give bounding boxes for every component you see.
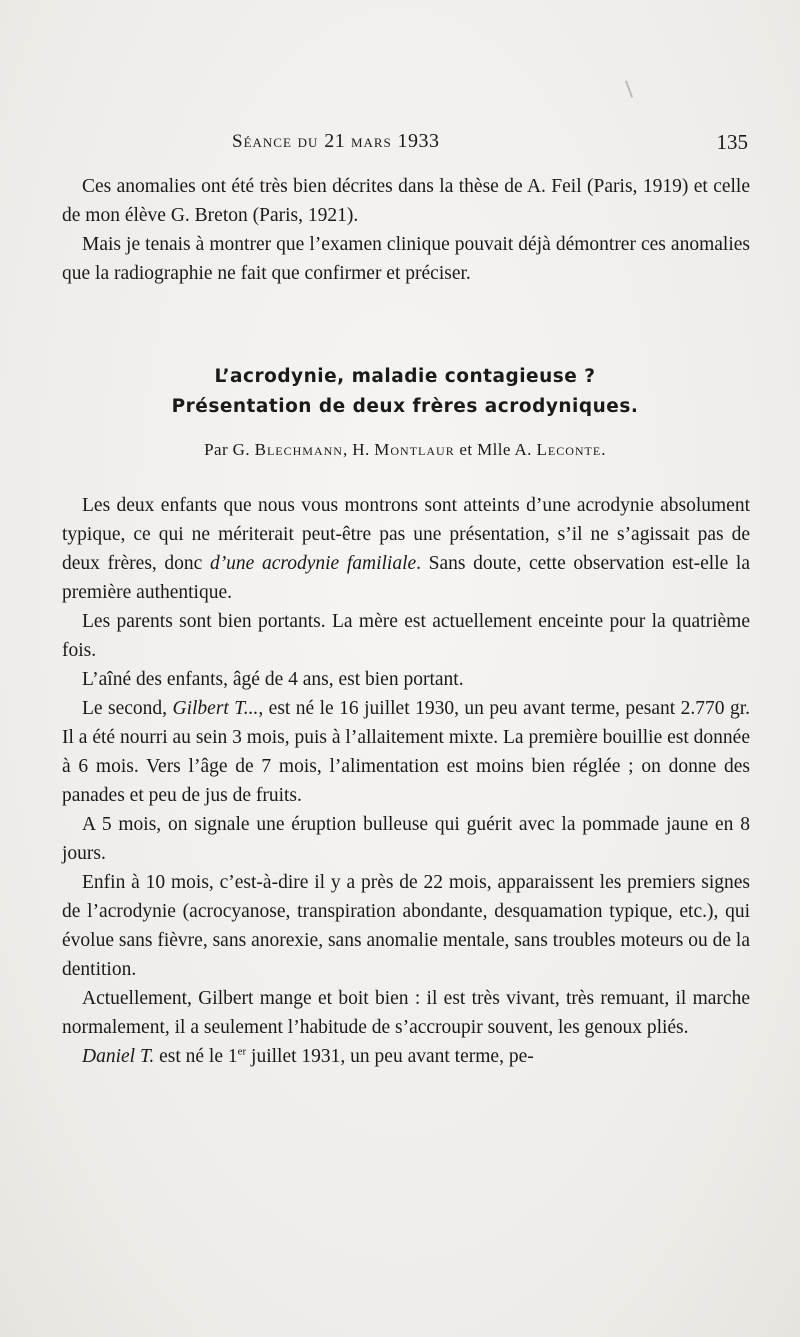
running-title-month: mars bbox=[345, 131, 398, 152]
paragraph bbox=[62, 491, 750, 607]
byline bbox=[62, 440, 748, 460]
author-leconte: Leconte bbox=[536, 440, 602, 459]
running-title-day: 21 bbox=[324, 130, 346, 152]
text-run: Les deux enfants que nous vous montrons sont atteints d’une acrodynie absolument typique, ce qui ne mériterait peut-être pas une présentation, s’il ne s’agissait pas de deux frères, donc bbox=[62, 495, 750, 574]
article-body bbox=[62, 491, 750, 1071]
byline-suffix: . bbox=[601, 440, 606, 459]
author-blechmann: Blechmann bbox=[254, 440, 343, 459]
text-run: , est né le 16 juillet 1930, un peu avant terme, pesant 2.770 gr. Il a été nourri au sein 3 mois, puis à l’allaitement mixte. La première bouillie est donnée à 6 mois. Vers l’âge de 7 mois, l’alimentation est moins bien réglée ; on donne des panades et peu de jus de fruits. bbox=[62, 698, 751, 806]
author-montlaur: Montlaur bbox=[374, 440, 455, 459]
article-title: L’acrodynie, maladie contagieuse ? bbox=[214, 366, 596, 387]
intro-paragraph: Ces anomalies ont été très bien décrites dans la thèse de A. Feil (Paris, 1919) et celle de mon élève G. Breton (Paris, 1921). bbox=[62, 176, 750, 226]
paragraph bbox=[62, 1042, 750, 1071]
text-run: juillet 1931, un peu avant terme, pe- bbox=[246, 1046, 534, 1067]
paragraph: Actuellement, Gilbert mange et boit bien : il est très vivant, très remuant, il marche normalement, il a seulement l’habitude de s’accroupir souvent, les genoux pliés. bbox=[62, 988, 750, 1038]
italic-text: d’une acrodynie familiale bbox=[209, 553, 417, 574]
scan-mark bbox=[625, 80, 633, 98]
paragraph: L’aîné des enfants, âgé de 4 ans, est bien portant. bbox=[82, 669, 464, 690]
byline-sep: , H. bbox=[342, 440, 375, 459]
paragraph: Enfin à 10 mois, c’est-à-dire il y a près de 22 mois, apparaissent les premiers signes de l’acrodynie (acrocyanose, transpiration abondante, desquamation typique, etc.), qui évolue sans fièvre, sans anorexie, sans anomalie mentale, sans troubles moteurs ou de la dentition. bbox=[62, 872, 750, 980]
running-title-prefix: Séance du bbox=[232, 131, 325, 152]
page-header bbox=[62, 130, 748, 160]
page-number: 135 bbox=[716, 130, 748, 154]
running-title bbox=[232, 130, 440, 153]
superscript: er bbox=[237, 1045, 247, 1058]
byline-prefix: Par G. bbox=[204, 440, 255, 459]
italic-text: Gilbert T... bbox=[172, 698, 259, 719]
intro-text bbox=[62, 172, 750, 288]
intro-paragraph: Mais je tenais à montrer que l’examen clinique pouvait déjà démontrer ces anomalies que la radiographie ne fait que confirmer et préciser. bbox=[62, 234, 750, 284]
text-run: Le second, bbox=[82, 698, 173, 719]
paragraph: Les parents sont bien portants. La mère est actuellement enceinte pour la quatrième fois. bbox=[62, 611, 750, 661]
article-subtitle: Présentation de deux frères acrodyniques. bbox=[171, 396, 639, 417]
paragraph bbox=[62, 694, 750, 810]
text-run: est né le 1 bbox=[154, 1046, 238, 1067]
running-title-year: 1933 bbox=[397, 130, 440, 152]
paragraph: A 5 mois, on signale une éruption bulleuse qui guérit avec la pommade jaune en 8 jours. bbox=[62, 814, 750, 864]
italic-text: Daniel T. bbox=[82, 1046, 155, 1067]
byline-sep: et Mlle A. bbox=[454, 440, 537, 459]
text-run: . Sans doute, cette observation est-elle la première authentique. bbox=[62, 553, 750, 603]
